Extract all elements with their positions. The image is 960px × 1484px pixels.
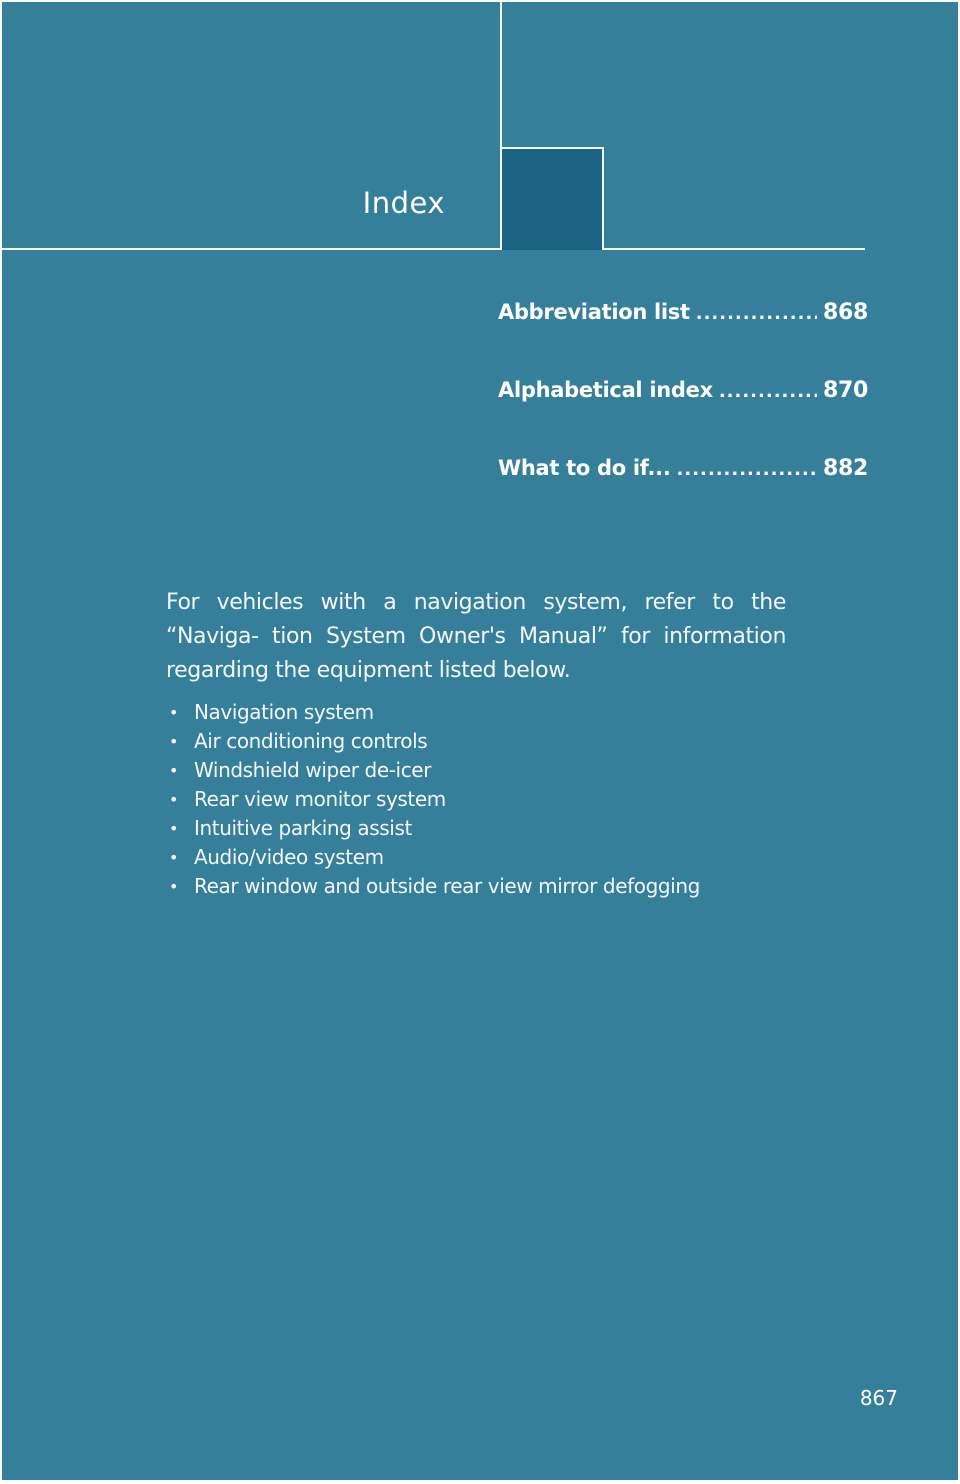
table-of-contents <box>498 300 868 534</box>
list-item <box>166 872 806 901</box>
list-item <box>166 727 806 756</box>
list-item <box>166 814 806 843</box>
list-item-text: Audio/video system <box>194 845 384 869</box>
bullet-icon: • <box>169 761 179 780</box>
page-number: 867 <box>859 1386 898 1410</box>
bullet-icon: • <box>169 848 179 867</box>
list-item <box>166 785 806 814</box>
toc-item-alphabetical-index[interactable] <box>498 378 868 456</box>
list-item-text: Rear view monitor system <box>194 787 446 811</box>
index-page <box>2 2 958 1480</box>
bullet-icon: • <box>169 819 179 838</box>
toc-item-what-to-do-if[interactable] <box>498 456 868 534</box>
navigation-notice-paragraph: For vehicles with a navigation system, refer to the “Naviga- tion System Owner's Manual” for information regarding the equipment listed below. <box>166 590 786 683</box>
toc-leader-dots <box>719 381 817 402</box>
list-item-text: Air conditioning controls <box>194 729 428 753</box>
bullet-icon: • <box>169 703 179 722</box>
bullet-icon: • <box>169 790 179 809</box>
toc-leader-dots <box>677 459 817 480</box>
toc-label: Abbreviation list <box>498 300 690 324</box>
list-item <box>166 756 806 785</box>
list-item <box>166 698 806 727</box>
toc-page-number: 870 <box>822 378 868 403</box>
toc-label: Alphabetical index <box>498 378 713 402</box>
list-item-text: Windshield wiper de-icer <box>194 758 432 782</box>
list-item-text: Rear window and outside rear view mirror defogging <box>194 874 700 898</box>
bullet-icon: • <box>169 877 179 896</box>
list-item-text: Navigation system <box>194 700 374 724</box>
horizontal-rule <box>2 248 865 250</box>
list-item-text: Intuitive parking assist <box>194 816 412 840</box>
toc-page-number: 882 <box>822 456 868 481</box>
page-title: Index <box>362 186 445 220</box>
toc-label: What to do if... <box>498 456 671 480</box>
bullet-icon: • <box>169 732 179 751</box>
toc-item-abbreviation-list[interactable] <box>498 300 868 378</box>
section-tab-block <box>502 147 604 250</box>
toc-page-number: 868 <box>822 300 868 325</box>
toc-leader-dots <box>696 303 817 324</box>
equipment-list <box>166 698 806 901</box>
list-item <box>166 843 806 872</box>
